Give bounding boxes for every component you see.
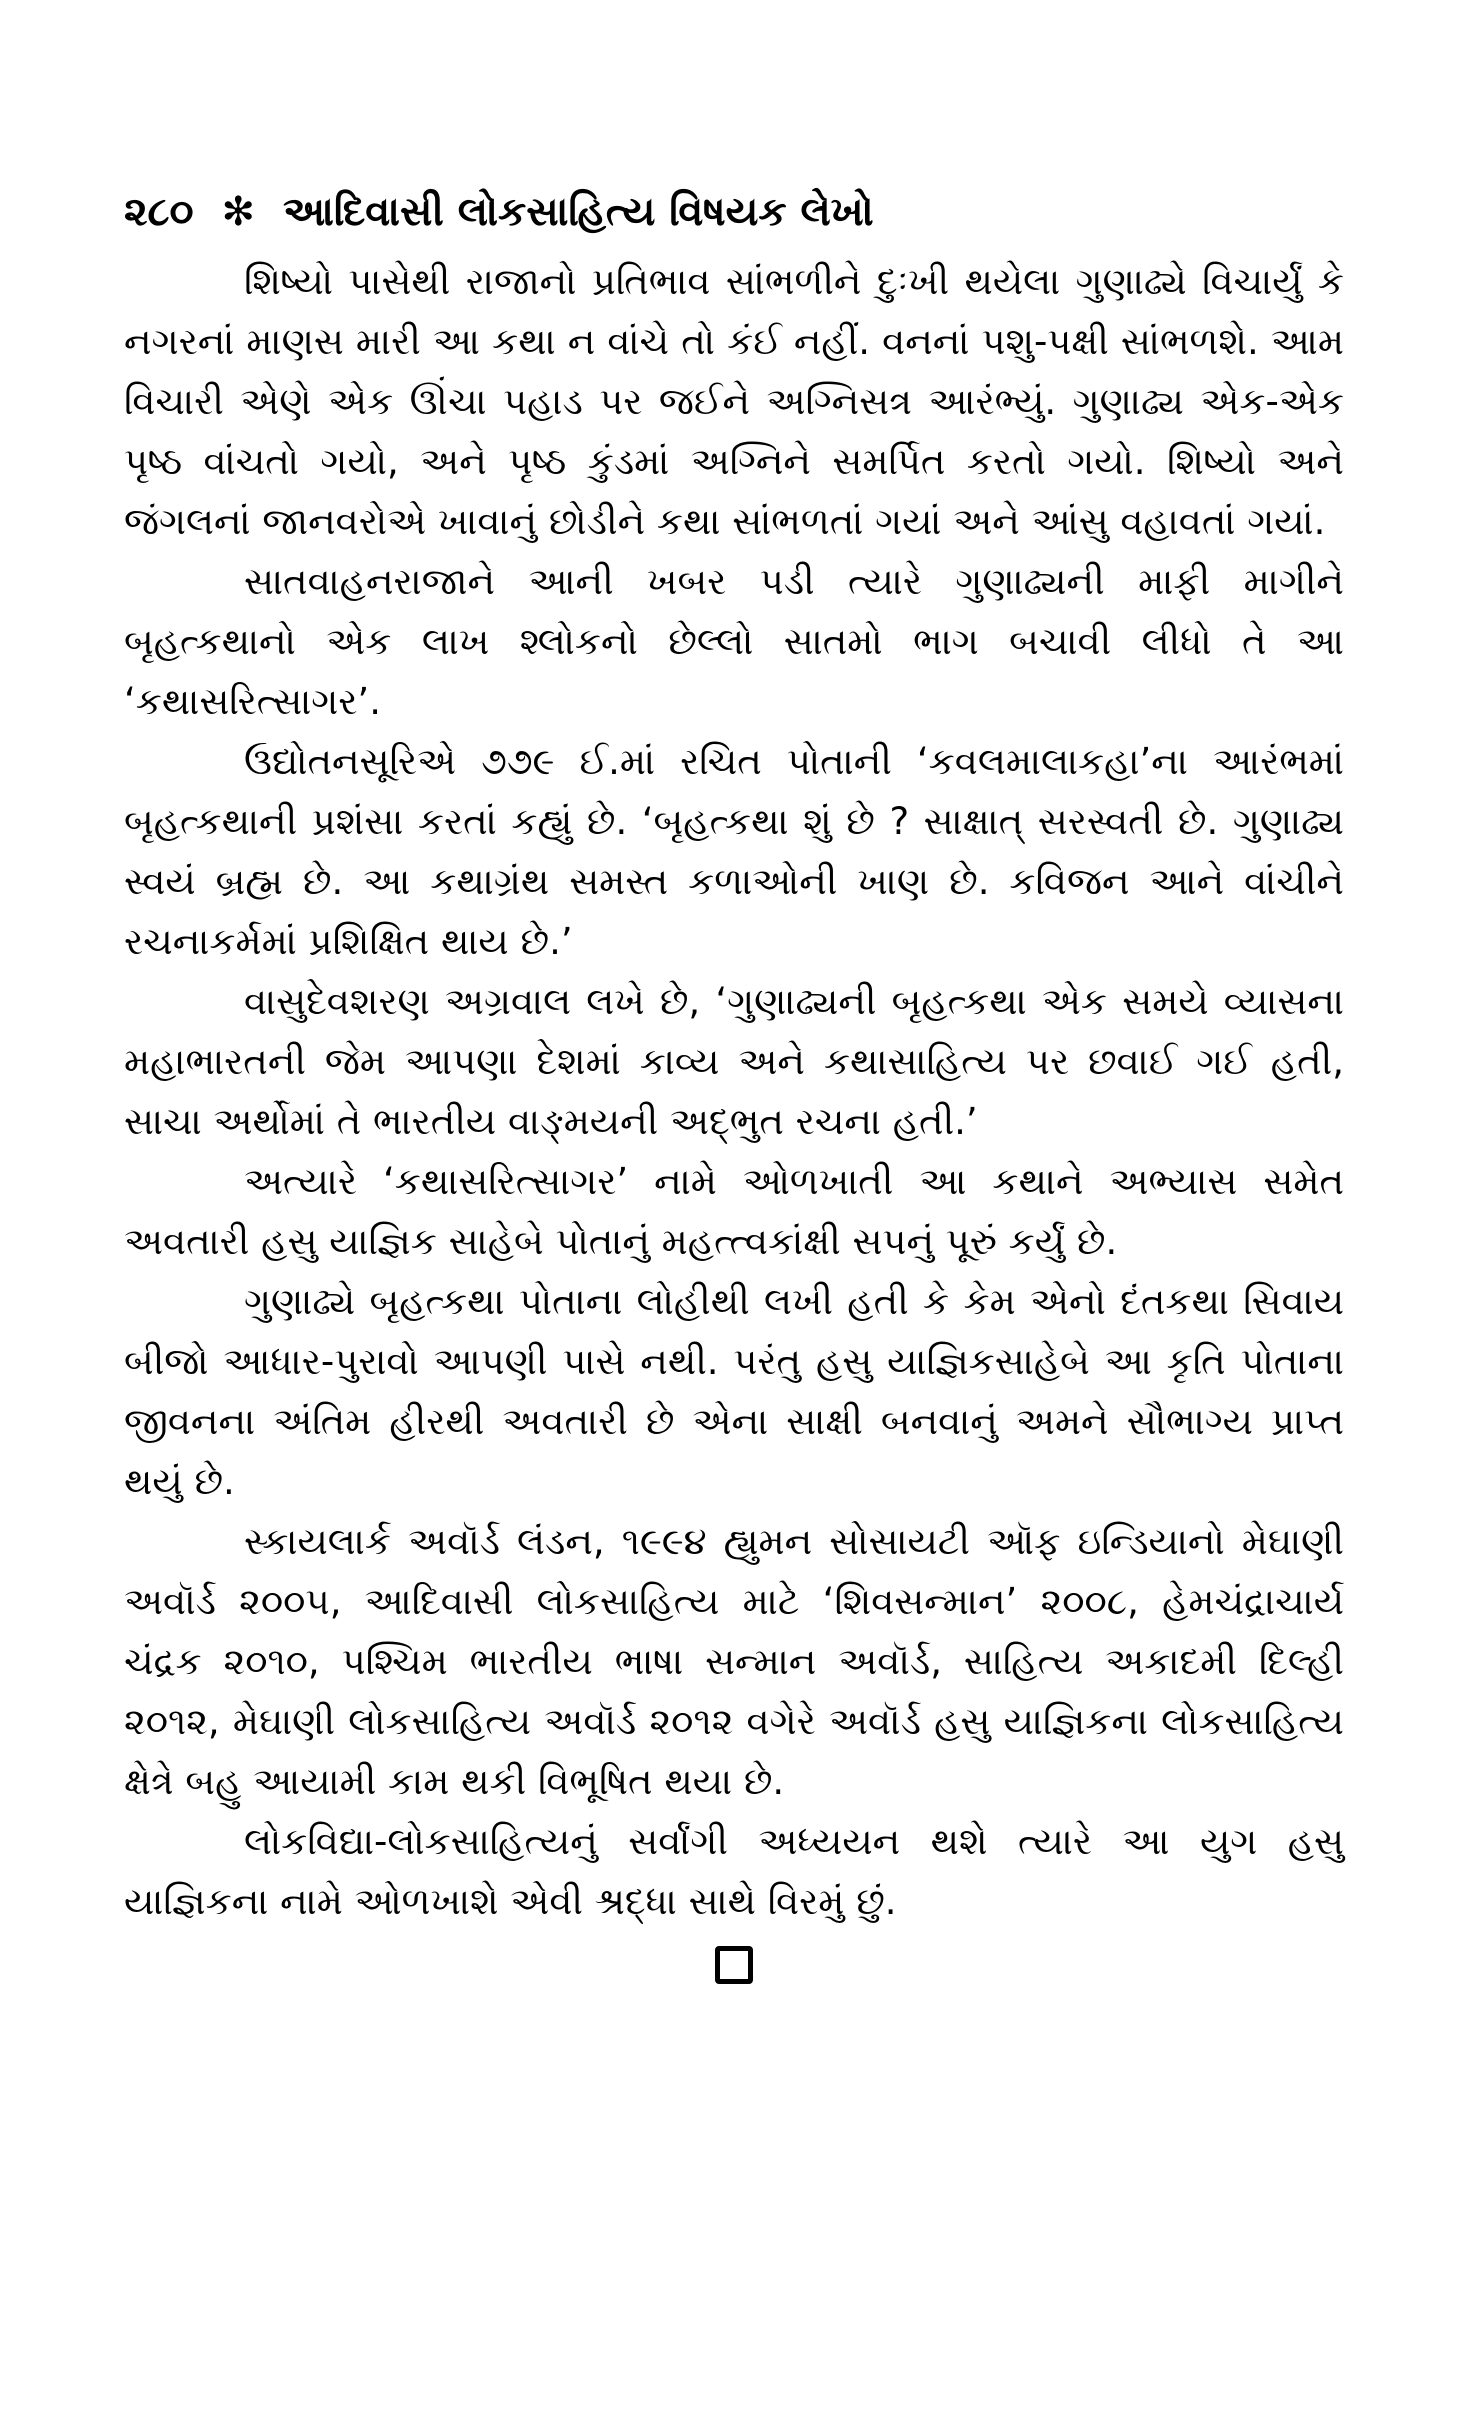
- paragraph-6: ગુણાઢ્યે બૃહત્કથા પોતાના લોહીથી લખી હતી કે કેમ એનો દંતકથા સિવાય બીજો આધાર-પુરાવો આપણી પાસે નથી. પરંતુ હસુ યાજ્ઞિકસાહેબે આ કૃતિ પોતાના જીવનના અંતિમ હીરથી અવતારી છે એના સાક્ષી બનવાનું અમને સૌભાગ્ય પ્રાપ્ત થયું છે.: [124, 1280, 1344, 1503]
- running-title: આદિવાસી લોકસાહિત્ય વિષયક લેખો: [282, 189, 874, 235]
- running-header: [124, 182, 1344, 252]
- hollow-square-icon: [715, 1946, 753, 1984]
- end-of-article-mark: [124, 1946, 1344, 1996]
- paragraph-1: શિષ્યો પાસેથી રાજાનો પ્રતિભાવ સાંભળીને દુઃખી થયેલા ગુણાઢ્યે વિચાર્યું કે નગરનાં માણસ મારી આ કથા ન વાંચે તો કંઈ નહીં. વનનાં પશુ-પક્ષી સાંભળશે. આમ વિચારી એણે એક ઊંચા પહાડ પર જઈને અગ્નિસત્ર આરંભ્યું. ગુણાઢ્ય એક-એક પૃષ્ઠ વાંચતો ગયો, અને પૃષ્ઠ કુંડમાં અગ્નિને સમર્પિત કરતો ગયો. શિષ્યો અને જંગલનાં જાનવરોએ ખાવાનું છોડીને કથા સાંભળતાં ગયાં અને આંસુ વહાવતાં ગયાં.: [124, 260, 1344, 543]
- paragraph-4: વાસુદેવશરણ અગ્રવાલ લખે છે, ‘ગુણાઢ્યની બૃહત્કથા એક સમયે વ્યાસના મહાભારતની જેમ આપણા દેશમાં કાવ્ય અને કથાસાહિત્ય પર છવાઈ ગઈ હતી, સાચા અર્થોમાં તે ભારતીય વાઙ્મયની અદ્ભુત રચના હતી.’: [124, 980, 1344, 1143]
- paragraph-3: ઉદ્યોતનસૂરિએ ૭૭૯ ઈ.માં રચિત પોતાની ‘કવલમાલાકહા’ના આરંભમાં બૃહત્કથાની પ્રશંસા કરતાં કહ્યું છે. ‘બૃહત્કથા શું છે ? સાક્ષાત્ સરસ્વતી છે. ગુણાઢ્ય સ્વયં બ્રહ્મ છે. આ કથાગ્રંથ સમસ્ત કળાઓની ખાણ છે. કવિજન આને વાંચીને રચનાકર્મમાં પ્રશિક્ષિત થાય છે.’: [124, 740, 1344, 963]
- page-content: [124, 182, 1344, 1996]
- paragraph-8: લોકવિદ્યા-લોકસાહિત્યનું સર્વાંગી અધ્યયન થશે ત્યારે આ યુગ હસુ યાજ્ઞિકના નામે ઓળખાશે એવી શ્રદ્ધા સાથે વિરમું છું.: [124, 1820, 1344, 1923]
- asterisk-separator-icon: ✻: [221, 189, 256, 235]
- paragraph-2: સાતવાહનરાજાને આની ખબર પડી ત્યારે ગુણાઢ્યની માફી માગીને બૃહત્કથાનો એક લાખ શ્લોકનો છેલ્લો સાતમો ભાગ બચાવી લીધો તે આ ‘કથાસરિત્સાગર’.: [124, 560, 1344, 723]
- page-number: ૨૮૦: [124, 189, 194, 235]
- paragraph-5: અત્યારે ‘કથાસરિત્સાગર’ નામે ઓળખાતી આ કથાને અભ્યાસ સમેત અવતારી હસુ યાજ્ઞિક સાહેબે પોતાનું મહત્ત્વકાંક્ષી સપનું પૂરું કર્યું છે.: [124, 1160, 1344, 1263]
- paragraph-7: સ્કાયલાર્ક અવૉર્ડ લંડન, ૧૯૯૪ હ્યુમન સોસાયટી ઑફ ઇન્ડિયાનો મેઘાણી અવૉર્ડ ૨૦૦૫, આદિવાસી લોકસાહિત્ય માટે ‘શિવસન્માન’ ૨૦૦૮, હેમચંદ્રાચાર્ય ચંદ્રક ૨૦૧૦, પશ્ચિમ ભારતીય ભાષા સન્માન અવૉર્ડ, સાહિત્ય અકાદમી દિલ્હી ૨૦૧૨, મેઘાણી લોકસાહિત્ય અવૉર્ડ ૨૦૧૨ વગેરે અવૉર્ડ હસુ યાજ્ઞિકના લોકસાહિત્ય ક્ષેત્રે બહુ આયામી કામ થકી વિભૂષિત થયા છે.: [124, 1520, 1344, 1803]
